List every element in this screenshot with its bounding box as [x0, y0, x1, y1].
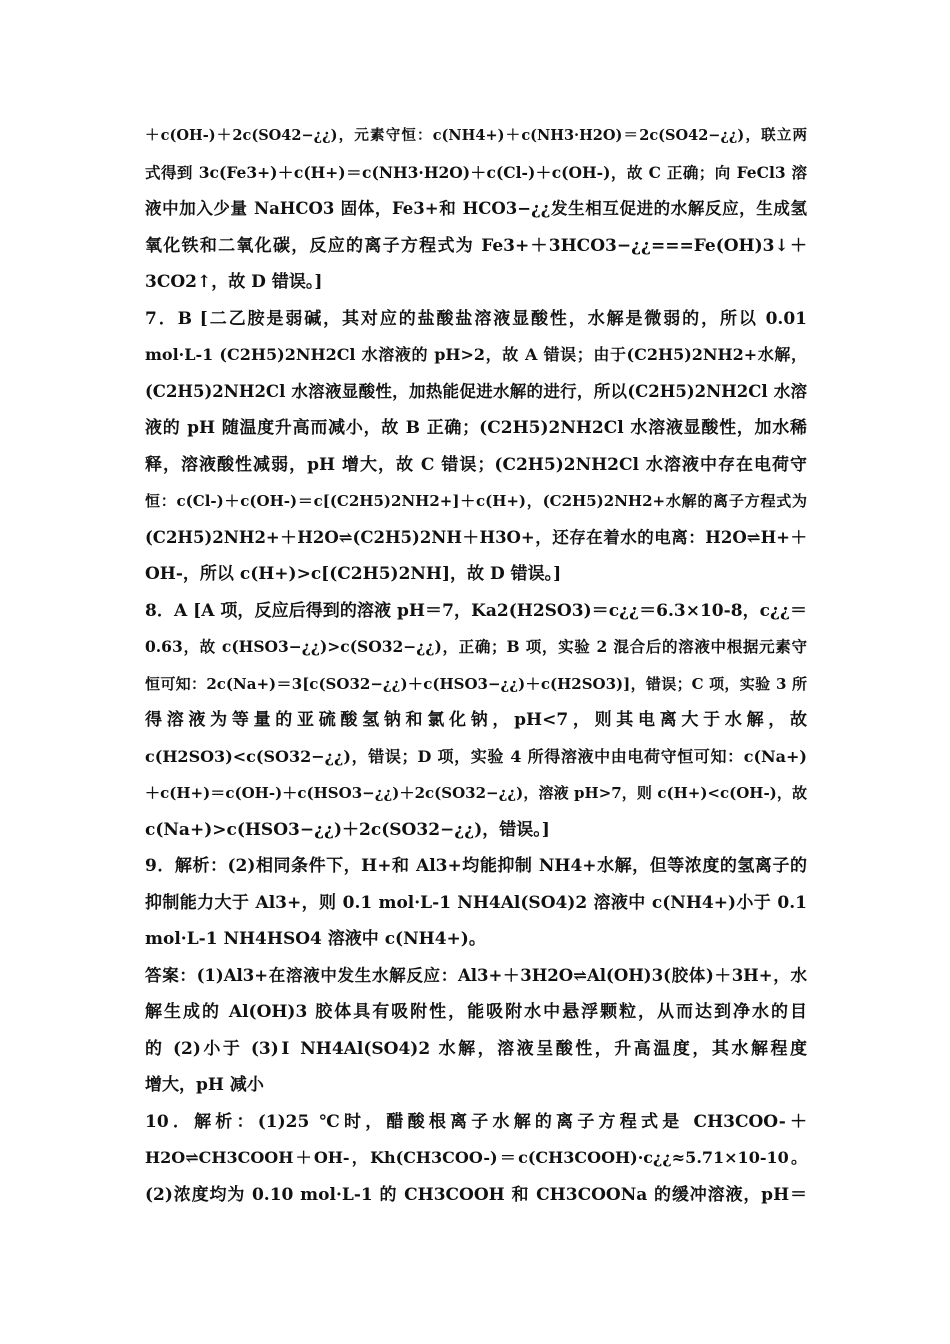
text-line: 答案：(1)Al3+在溶液中发生水解反应：Al3+＋3H2O⇌Al(OH)3(胶体)＋3H+，水 — [145, 965, 807, 985]
text-line: mol·L-1 (C2H5)2NH2Cl 水溶液的 pH>2，故 A 错误；由于(C2H5)2NH2+水解， — [145, 345, 807, 364]
text-line: c(Na+)>c(HSO3−¿¿)＋2c(SO32−¿¿)，错误。] — [145, 819, 550, 840]
text-line: ＋c(H+)＝c(OH-)＋c(HSO3−¿¿)＋2c(SO32−¿¿)，溶液 pH>7，则 c(H+)<c(OH-)，故 — [145, 784, 807, 802]
text-line: c(H2SO3)<c(SO32−¿¿)，错误；D 项，实验 4 所得溶液中由电荷守恒可知：c(Na+) — [145, 746, 807, 766]
text-line: 得溶液为等量的亚硫酸氢钠和氯化钠，pH<7，则其电离大于水解，故 — [145, 710, 807, 730]
text-line: 氧化铁和二氧化碳，反应的离子方程式为 Fe3+＋3HCO3−¿¿===Fe(OH)3↓＋ — [145, 235, 807, 256]
text-line: H2O⇌CH3COOH＋OH-，Kh(CH3COO-)＝c(CH3COOH)·c¿¿≈5.71×10-10。 — [145, 1148, 807, 1167]
text-line: ＋c(OH-)＋2c(SO42−¿¿)，元素守恒：c(NH4+)＋c(NH3·H2O)＝2c(SO42−¿¿)，联立两 — [145, 127, 807, 144]
text-line: 抑制能力大于 Al3+，则 0.1 mol·L-1 NH4Al(SO4)2 溶液中 c(NH4+)小于 0.1 — [145, 892, 807, 913]
text-line: 式得到 3c(Fe3+)＋c(H+)＝c(NH3·H2O)＋c(Cl-)＋c(OH-)，故 C 正确；向 FeCl3 溶 — [145, 162, 807, 182]
text-line: 增大，pH 减小 — [145, 1075, 264, 1095]
text-line: OH-，所以 c(H+)>c[(C2H5)2NH]，故 D 错误。] — [145, 564, 562, 584]
text-line: 释，溶液酸性减弱，pH 增大，故 C 错误；(C2H5)2NH2Cl 水溶液中存在电荷守 — [145, 454, 807, 475]
text-line: 3CO2↑，故 D 错误。] — [145, 272, 323, 292]
text-line: 10．解析：(1)25 ℃时，醋酸根离子水解的离子方程式是 CH3COO-＋ — [145, 1111, 807, 1132]
text-line: 恒：c(Cl-)＋c(OH-)＝c[(C2H5)2NH2+]＋c(H+)，(C2H5)2NH2+水解的离子方程式为 — [145, 492, 807, 510]
text-line: 的 (2)小于 (3)Ⅰ NH4Al(SO4)2 水解，溶液呈酸性，升高温度，其水解程度 — [145, 1038, 807, 1059]
text-line: 恒可知：2c(Na+)＝3[c(SO32−¿¿)＋c(HSO3−¿¿)＋c(H2SO3)]，错误；C 项，实验 3 所 — [145, 674, 807, 693]
text-line: 解生成的 Al(OH)3 胶体具有吸附性，能吸附水中悬浮颗粒，从而达到净水的目 — [145, 1002, 807, 1022]
text-line: 液中加入少量 NaHCO3 固体，Fe3+和 HCO3−¿¿发生相互促进的水解反应，生成氢 — [145, 199, 807, 218]
answer-text-body — [145, 118, 807, 1213]
text-line: (2)浓度均为 0.10 mol·L-1 的 CH3COOH 和 CH3COONa 的缓冲溶液，pH＝ — [145, 1184, 807, 1205]
text-line: (C2H5)2NH2+＋H2O⇌(C2H5)2NH＋H3O+，还存在着水的电离：H2O⇌H+＋ — [145, 527, 807, 547]
text-line: 0.63，故 c(HSO3−¿¿)>c(SO32−¿¿)，正确；B 项，实验 2 混合后的溶液中根据元素守 — [145, 637, 807, 656]
text-line: mol·L-1 NH4HSO4 溶液中 c(NH4+)。 — [145, 929, 486, 949]
text-line: 9．解析：(2)相同条件下，H+和 Al3+均能抑制 NH4+水解，但等浓度的氢离子的 — [145, 856, 807, 876]
text-line: 7．B [二乙胺是弱碱，其对应的盐酸盐溶液显酸性，水解是微弱的，所以 0.01 — [145, 308, 807, 329]
text-line: 液的 pH 随温度升高而减小，故 B 正确；(C2H5)2NH2Cl 水溶液显酸性，加水稀 — [145, 418, 807, 438]
text-line: 8．A [A 项，反应后得到的溶液 pH＝7，Ka2(H2SO3)＝c¿¿＝6.3×10-8，c¿¿＝ — [145, 600, 807, 621]
text-line: (C2H5)2NH2Cl 水溶液显酸性，加热能促进水解的进行，所以(C2H5)2NH2Cl 水溶 — [145, 381, 807, 401]
